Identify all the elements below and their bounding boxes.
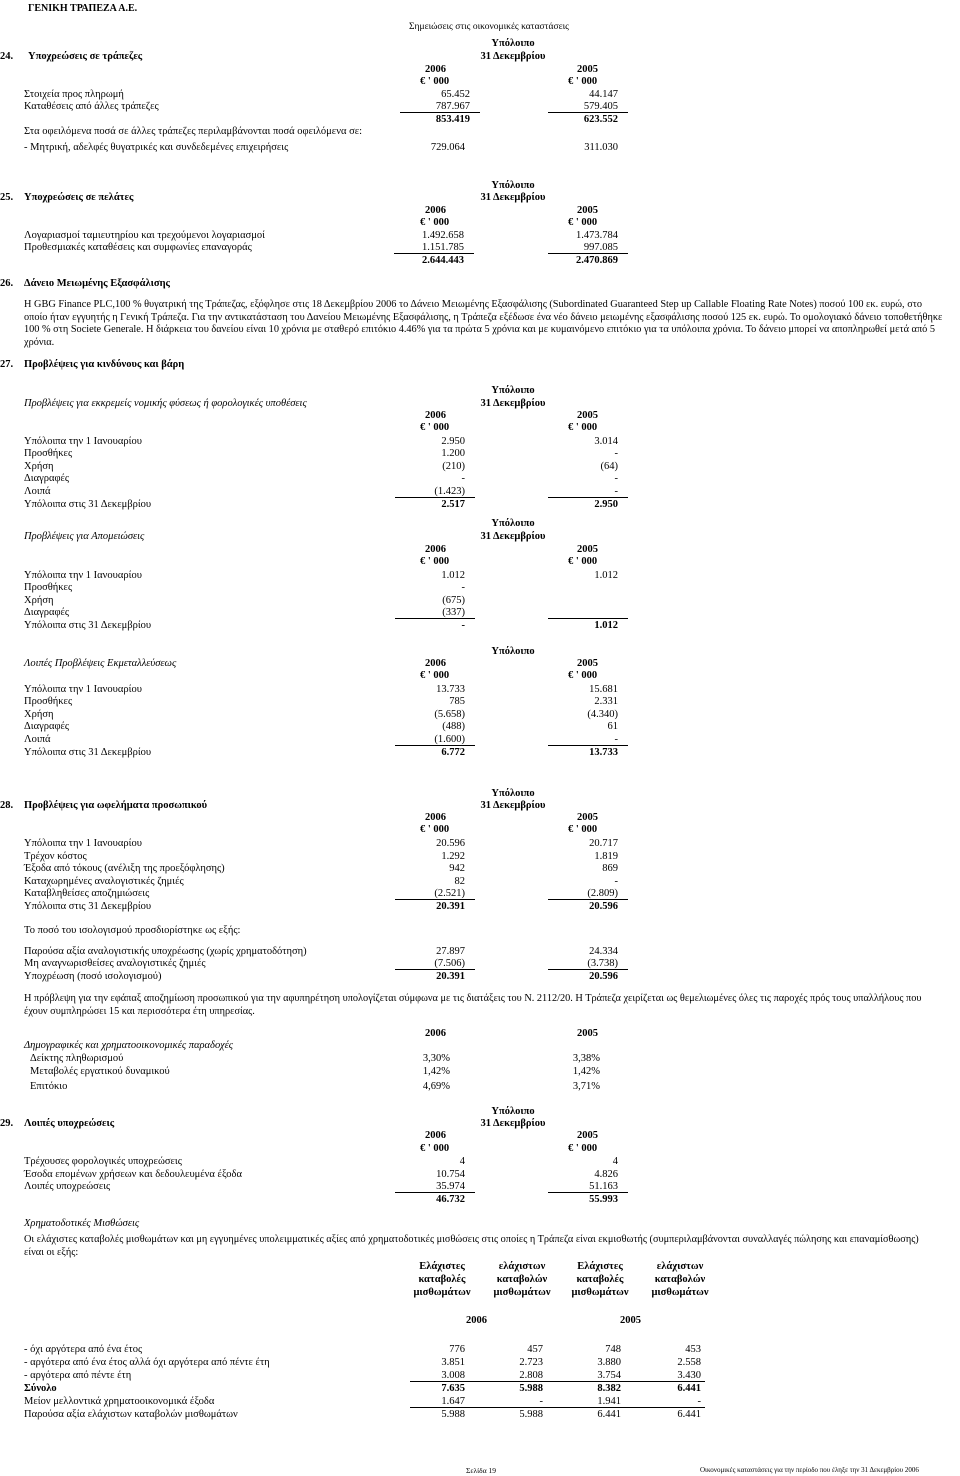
value-2006: 4,69% bbox=[422, 1081, 450, 1092]
unit-2006-header: € ' 000 bbox=[420, 1143, 450, 1154]
row-label: Έξοδα από τόκους (ανέλιξη της προεξόφλησης) bbox=[24, 863, 225, 874]
paragraph: Η πρόβλεψη για την εφάπαξ αποζημίωση προσωπικού για την αφυπηρέτηση υπολογίζεται σύμφωνα με τις διατάξεις του Ν. 2112/20. Η Τράπεζα χειρίζεται ως θεμελιωμένες όλες τις παροχές πρός τους υπαλλήλους που έχουν συμπληρώσει 15 και περισσότερα έτη υπηρεσίας. bbox=[24, 993, 922, 1017]
section-number: 26. bbox=[0, 278, 14, 289]
unit-2006-header: € ' 000 bbox=[420, 422, 450, 433]
section-number: 25. bbox=[0, 192, 14, 203]
row-label: Λοιπά bbox=[24, 734, 51, 745]
total-2005: 1.012 bbox=[594, 620, 618, 631]
date-header: 31 Δεκεμβρίου bbox=[480, 800, 546, 811]
year-2006-header: 2006 bbox=[425, 410, 446, 421]
subsection-title: Λοιπές Προβλέψεις Εκμεταλλεύσεως bbox=[24, 658, 177, 669]
total-2005: 623.552 bbox=[583, 114, 618, 125]
total-2006: 6.772 bbox=[441, 747, 465, 758]
divider bbox=[548, 899, 628, 900]
row-label: Υπόλοιπα την 1 Ιανουαρίου bbox=[24, 838, 142, 849]
lease-value: 776 bbox=[449, 1344, 465, 1355]
value-2006: 10.754 bbox=[436, 1169, 465, 1180]
lease-header: ελάχιστων bbox=[498, 1261, 546, 1272]
year-2006-header: 2006 bbox=[425, 205, 446, 216]
value-2006: (488) bbox=[442, 721, 465, 732]
unit-2005-header: € ' 000 bbox=[568, 422, 598, 433]
divider bbox=[410, 1407, 705, 1408]
year-2006-header: 2006 bbox=[425, 658, 446, 669]
section-title: Προβλέψεις για κινδύνους και βάρη bbox=[24, 359, 185, 370]
total-label: Υπόλοιπα στις 31 Δεκεμβρίου bbox=[24, 747, 152, 758]
lease-header: μισθωμάτων bbox=[493, 1287, 551, 1298]
total-label: Υπόλοιπα στις 31 Δεκεμβρίου bbox=[24, 901, 152, 912]
row-label: Καταχωρημένες αναλογιστικές ζημιές bbox=[24, 876, 184, 887]
value-2005: (3.738) bbox=[587, 958, 618, 969]
value-2006: 65.452 bbox=[441, 89, 470, 100]
value-2005: - bbox=[614, 486, 618, 497]
row-label: Υπόλοιπα την 1 Ιανουαρίου bbox=[24, 436, 142, 447]
row-label: Μη αναγνωρισθείσες αναλογιστικές ζημιές bbox=[24, 958, 206, 969]
value-2006: (210) bbox=[442, 461, 465, 472]
section-title: Προβλέψεις για ωφελήματα προσωπικού bbox=[24, 800, 208, 811]
balance-header: Υπόλοιπο bbox=[491, 180, 535, 191]
value-2005: 44.147 bbox=[589, 89, 618, 100]
value-2005: 61 bbox=[607, 721, 618, 732]
row-label: Διαγραφές bbox=[24, 607, 70, 618]
lease-value: 3.880 bbox=[597, 1357, 621, 1368]
lease-header: καταβολών bbox=[654, 1274, 706, 1285]
balance-header: Υπόλοιπο bbox=[491, 788, 535, 799]
row-label: Καταθέσεις από άλλες τράπεζες bbox=[24, 101, 159, 112]
row-label: Δείκτης πληθωρισμού bbox=[30, 1053, 124, 1064]
value-2006: (2.521) bbox=[434, 888, 465, 899]
value-2005: 997.085 bbox=[583, 242, 618, 253]
lease-total: 6.441 bbox=[677, 1383, 701, 1394]
lease-value: 6.441 bbox=[597, 1409, 621, 1420]
row-label: Παρούσα αξία αναλογιστικής υποχρέωσης (χωρίς χρηματοδότηση) bbox=[24, 946, 307, 957]
divider bbox=[395, 497, 475, 498]
row-label: Υπόλοιπα την 1 Ιανουαρίου bbox=[24, 684, 142, 695]
value-2005: - bbox=[614, 473, 618, 484]
value-2006: 4 bbox=[459, 1156, 465, 1167]
value-2005: 15.681 bbox=[589, 684, 618, 695]
value-2005: (64) bbox=[600, 461, 618, 472]
subsection-title: Δημογραφικές και χρηματοοικονομικές παραδοχές bbox=[24, 1040, 234, 1051]
lease-header: Ελάχιστες bbox=[419, 1261, 465, 1272]
year-2005-header: 2005 bbox=[620, 1315, 641, 1326]
value-2005: 3,71% bbox=[572, 1081, 600, 1092]
paragraph: Οι ελάχιστες καταβολές μισθωμάτων και μη εγγυημένες υπολειμματικές αξίες από χρηματοδοτικές μισθώσεις στις οποίες η Τράπεζα είναι εκμισθωτής (συμπεριλαμβάνονται συναλλαγές πώλησης και επαναμίσθωσης) είναι οι εξής: bbox=[24, 1234, 919, 1258]
total-2006: 2.644.443 bbox=[422, 255, 464, 266]
total-2006: 46.732 bbox=[436, 1194, 465, 1205]
value-2006: (7.506) bbox=[434, 958, 465, 969]
row-label: Τρέχουσες φορολογικές υποχρεώσεις bbox=[24, 1156, 182, 1167]
year-2006-header: 2006 bbox=[425, 1130, 446, 1141]
subsection-title: Το ποσό του ισολογισμού προσδιορίστηκε ως εξής: bbox=[24, 925, 241, 936]
total-2005: 20.596 bbox=[589, 901, 618, 912]
value-2006: (675) bbox=[442, 595, 465, 606]
year-2005-header: 2005 bbox=[577, 205, 598, 216]
lease-header: καταβολές bbox=[418, 1274, 466, 1285]
row-label: - όχι αργότερα από ένα έτος bbox=[24, 1344, 143, 1355]
lease-header: ελάχιστων bbox=[656, 1261, 704, 1272]
row-label: Χρήση bbox=[24, 461, 54, 472]
row-label: - Μητρική, αδελφές θυγατρικές και συνδεδεμένες επιχειρήσεις bbox=[24, 142, 289, 153]
total-2006: 20.391 bbox=[436, 901, 465, 912]
paragraph: Η GBG Finance PLC,100 % θυγατρική της Τράπεζας, εξόφλησε στις 18 Δεκεμβρίου 2006 το Δάνειο Μειωμένης Εξασφάλισης (Subordinated Guaranteed Step up Callable Floating Rate Notes) ποσού 100 εκ. ευρώ, στο οποίο ήταν εγγυητής η Γενική Τράπεζα. Για την αντικατάσταση του Δανείου Μειωμένης Εξασφάλισης, η Τράπεζα εξέδωσε ένα νέο δάνειο μειωμένης εξασφάλισης ποσού 125 εκ. ευρώ. Το ομολογιακό δάνειο τοποθετήθηκε 100 % στη Societe Generale. Η διάρκεια του δανείου είναι 10 χρόνια με σταθερό επιτόκιο 4.46% για τα πρώτα 5 χρόνια και με κυμαινόμενο επιτόκιο για τα υπόλοιπα χρόνια. Το δάνειο μπορεί να αποπληρωθεί μετά από 5 χρόνια. bbox=[24, 299, 943, 348]
value-2006: 1.292 bbox=[441, 851, 465, 862]
row-label: Χρήση bbox=[24, 595, 54, 606]
row-label: Προσθήκες bbox=[24, 582, 73, 593]
value-2006: 27.897 bbox=[436, 946, 465, 957]
year-2005-header: 2005 bbox=[577, 658, 598, 669]
value-2005: - bbox=[614, 448, 618, 459]
value-2005: 4 bbox=[612, 1156, 618, 1167]
row-label: Έσοδα επομένων χρήσεων και δεδουλευμένα έξοδα bbox=[24, 1169, 242, 1180]
unit-2005-header: € ' 000 bbox=[568, 217, 598, 228]
year-2005-header: 2005 bbox=[577, 64, 598, 75]
unit-2006-header: € ' 000 bbox=[420, 670, 450, 681]
row-label: Λογαριασμοί ταμιευτηρίου και τρεχούμενοι λογαριασμοί bbox=[24, 230, 265, 241]
section-number: 28. bbox=[0, 800, 14, 811]
divider bbox=[395, 745, 475, 746]
date-header: 31 Δεκεμβρίου bbox=[480, 192, 546, 203]
company-name: ΓΕΝΙΚΗ ΤΡΑΠΕΖΑ Α.Ε. bbox=[28, 3, 138, 14]
value-2006: 942 bbox=[449, 863, 465, 874]
total-2005: 55.993 bbox=[589, 1194, 618, 1205]
total-2006: - bbox=[461, 620, 465, 631]
total-2005: 20.596 bbox=[589, 971, 618, 982]
divider bbox=[548, 497, 628, 498]
lease-value: 3.008 bbox=[441, 1370, 465, 1381]
value-2005: 579.405 bbox=[583, 101, 618, 112]
section-number: 29. bbox=[0, 1118, 14, 1129]
total-2005: 13.733 bbox=[589, 747, 618, 758]
lease-value: 3.754 bbox=[597, 1370, 621, 1381]
lease-value: - bbox=[697, 1396, 701, 1407]
date-header: 31 Δεκεμβρίου bbox=[480, 51, 546, 62]
total-2006: 2.517 bbox=[441, 499, 465, 510]
balance-header: Υπόλοιπο bbox=[491, 38, 535, 49]
total-2005: 2.950 bbox=[594, 499, 618, 510]
unit-2005-header: € ' 000 bbox=[568, 1143, 598, 1154]
value-2006: 20.596 bbox=[436, 838, 465, 849]
divider bbox=[548, 618, 628, 619]
row-label: Υπόλοιπα την 1 Ιανουαρίου bbox=[24, 570, 142, 581]
value-2005: 20.717 bbox=[589, 838, 618, 849]
subsection-title: Προβλέψεις για Απομειώσεις bbox=[24, 531, 145, 542]
year-2006-header: 2006 bbox=[466, 1315, 487, 1326]
balance-header: Υπόλοιπο bbox=[491, 518, 535, 529]
unit-2005-header: € ' 000 bbox=[568, 556, 598, 567]
value-2006: 2.950 bbox=[441, 436, 465, 447]
lease-value: 3.851 bbox=[441, 1357, 465, 1368]
unit-2006-header: € ' 000 bbox=[420, 556, 450, 567]
lease-value: 2.808 bbox=[519, 1370, 543, 1381]
lease-value: - bbox=[539, 1396, 543, 1407]
date-header: 31 Δεκεμβρίου bbox=[480, 531, 546, 542]
lease-total: 8.382 bbox=[597, 1383, 621, 1394]
row-label: Μείον μελλοντικά χρηματοοικονομικά έξοδα bbox=[24, 1396, 215, 1407]
value-2006: (5.658) bbox=[434, 709, 465, 720]
divider bbox=[548, 969, 628, 970]
unit-2006-header: € ' 000 bbox=[420, 76, 450, 87]
value-2006: (1.600) bbox=[434, 734, 465, 745]
year-2005-header: 2005 bbox=[577, 410, 598, 421]
divider bbox=[548, 745, 628, 746]
divider bbox=[395, 969, 475, 970]
row-label: Τρέχον κόστος bbox=[24, 851, 87, 862]
year-2006-header: 2006 bbox=[425, 812, 446, 823]
value-2005: 1.473.784 bbox=[576, 230, 618, 241]
row-label: Διαγραφές bbox=[24, 473, 70, 484]
footer-text: Οικονομικές καταστάσεις για την περίοδο που έληξε την 31 Δεκεμβρίου 2006 bbox=[700, 1466, 919, 1474]
lease-total: 5.988 bbox=[519, 1383, 543, 1394]
row-label: Λοιπά bbox=[24, 486, 51, 497]
row-label: Επιτόκιο bbox=[30, 1081, 68, 1092]
lease-header: μισθωμάτων bbox=[571, 1287, 629, 1298]
value-2005: 4.826 bbox=[594, 1169, 618, 1180]
lease-value: 5.988 bbox=[519, 1409, 543, 1420]
lease-value: 748 bbox=[605, 1344, 621, 1355]
row-label: Στοιχεία προς πληρωμή bbox=[24, 89, 124, 100]
lease-header: καταβολές bbox=[576, 1274, 624, 1285]
divider bbox=[548, 253, 628, 254]
value-2006: 13.733 bbox=[436, 684, 465, 695]
total-2005: 2.470.869 bbox=[576, 255, 618, 266]
lease-value: 1.647 bbox=[441, 1396, 465, 1407]
divider bbox=[548, 112, 628, 113]
value-2005: 3.014 bbox=[594, 436, 618, 447]
lease-header: καταβολών bbox=[496, 1274, 548, 1285]
year-2005-header: 2005 bbox=[577, 544, 598, 555]
divider bbox=[394, 253, 474, 254]
lease-value: 5.988 bbox=[441, 1409, 465, 1420]
value-2006: 35.974 bbox=[436, 1181, 465, 1192]
lease-header: μισθωμάτων bbox=[651, 1287, 709, 1298]
value-2006: - bbox=[461, 473, 465, 484]
balance-header: Υπόλοιπο bbox=[491, 385, 535, 396]
lease-value: 2.558 bbox=[677, 1357, 701, 1368]
value-2006: 1.151.785 bbox=[422, 242, 464, 253]
row-label: - αργότερα από ένα έτος αλλά όχι αργότερα από πέντε έτη bbox=[24, 1357, 270, 1368]
value-2005: 1.012 bbox=[594, 570, 618, 581]
divider bbox=[410, 1381, 705, 1382]
lease-value: 453 bbox=[685, 1344, 701, 1355]
year-2005-header: 2005 bbox=[577, 812, 598, 823]
row-label: - αργότερα από πέντε έτη bbox=[24, 1370, 132, 1381]
value-2005: (2.809) bbox=[587, 888, 618, 899]
total-2006: 20.391 bbox=[436, 971, 465, 982]
unit-2005-header: € ' 000 bbox=[568, 76, 598, 87]
value-2006: 1,42% bbox=[422, 1066, 450, 1077]
balance-header: Υπόλοιπο bbox=[491, 1106, 535, 1117]
date-header: 31 Δεκεμβρίου bbox=[480, 1118, 546, 1129]
value-2006: 785 bbox=[449, 696, 465, 707]
notes-subtitle: Σημειώσεις στις οικονομικές καταστάσεις bbox=[409, 22, 569, 32]
row-label: Προσθήκες bbox=[24, 696, 73, 707]
divider bbox=[548, 1192, 628, 1193]
value-2006: 1.012 bbox=[441, 570, 465, 581]
divider bbox=[395, 618, 475, 619]
value-2006: (1.423) bbox=[434, 486, 465, 497]
value-2005: 24.334 bbox=[589, 946, 618, 957]
section-number: 27. bbox=[0, 359, 14, 370]
unit-2006-header: € ' 000 bbox=[420, 824, 450, 835]
unit-2005-header: € ' 000 bbox=[568, 670, 598, 681]
value-2005: 1.819 bbox=[594, 851, 618, 862]
value-2005: 3,38% bbox=[572, 1053, 600, 1064]
row-label: Καταβληθείσες αποζημιώσεις bbox=[24, 888, 150, 899]
subsection-title: Προβλέψεις για εκκρεμείς νομικής φύσεως ή φορολογικές υποθέσεις bbox=[24, 398, 307, 409]
value-2005: - bbox=[614, 876, 618, 887]
total-label: Υποχρέωση (ποσό ισολογισμού) bbox=[24, 971, 162, 982]
row-label: Προσθήκες bbox=[24, 448, 73, 459]
value-2005: 51.163 bbox=[589, 1181, 618, 1192]
unit-2005-header: € ' 000 bbox=[568, 824, 598, 835]
value-2006: 82 bbox=[454, 876, 465, 887]
value-2005: 311.030 bbox=[584, 142, 618, 153]
year-2005-header: 2005 bbox=[577, 1130, 598, 1141]
year-2005-header: 2005 bbox=[577, 1028, 598, 1039]
row-label: Προθεσμιακές καταθέσεις και συμφωνίες επαναγοράς bbox=[24, 242, 252, 253]
value-2006: 787.967 bbox=[435, 101, 470, 112]
value-2005: 869 bbox=[602, 863, 618, 874]
total-2006: 853.419 bbox=[435, 114, 470, 125]
section-title: Υποχρεώσεις σε τράπεζες bbox=[28, 51, 143, 62]
value-2005: (4.340) bbox=[587, 709, 618, 720]
year-2006-header: 2006 bbox=[425, 1028, 446, 1039]
row-label: Μεταβολές εργατικού δυναμικού bbox=[30, 1066, 170, 1077]
value-2005: 1,42% bbox=[572, 1066, 600, 1077]
lease-value: 2.723 bbox=[519, 1357, 543, 1368]
row-label: Παρούσα αξία ελάχιστων καταβολών μισθωμάτων bbox=[24, 1409, 238, 1420]
total-label: Σύνολο bbox=[24, 1383, 57, 1394]
section-title: Υποχρεώσεις σε πελάτες bbox=[24, 192, 134, 203]
date-header: 31 Δεκεμβρίου bbox=[480, 398, 546, 409]
total-label: Υπόλοιπα στις 31 Δεκεμβρίου bbox=[24, 620, 152, 631]
divider bbox=[395, 1192, 475, 1193]
section-number: 24. bbox=[0, 51, 14, 62]
value-2006: - bbox=[461, 582, 465, 593]
lease-value: 457 bbox=[527, 1344, 543, 1355]
value-2006: 1.492.658 bbox=[422, 230, 464, 241]
value-2006: 729.064 bbox=[430, 142, 465, 153]
lease-header: Ελάχιστες bbox=[577, 1261, 623, 1272]
row-label: Διαγραφές bbox=[24, 721, 70, 732]
lease-value: 3.430 bbox=[677, 1370, 701, 1381]
lease-value: 6.441 bbox=[677, 1409, 701, 1420]
section-title: Λοιπές υποχρεώσεις bbox=[24, 1118, 115, 1129]
lease-header: μισθωμάτων bbox=[413, 1287, 471, 1298]
value-2006: 1.200 bbox=[441, 448, 465, 459]
row-label: Χρήση bbox=[24, 709, 54, 720]
year-2006-header: 2006 bbox=[425, 544, 446, 555]
value-2005: 2.331 bbox=[594, 696, 618, 707]
value-2005: - bbox=[614, 734, 618, 745]
lease-value: 1.941 bbox=[597, 1396, 621, 1407]
value-2006: (337) bbox=[442, 607, 465, 618]
divider bbox=[395, 899, 475, 900]
value-2006: 3,30% bbox=[422, 1053, 450, 1064]
year-2006-header: 2006 bbox=[425, 64, 446, 75]
total-label: Υπόλοιπα στις 31 Δεκεμβρίου bbox=[24, 499, 152, 510]
note-text: Στα οφειλόμενα ποσά σε άλλες τράπεζες περιλαμβάνονται ποσά οφειλόμενα σε: bbox=[24, 126, 363, 137]
lease-total: 7.635 bbox=[441, 1383, 465, 1394]
subsection-title: Χρηματοδοτικές Μισθώσεις bbox=[24, 1218, 140, 1229]
page-number: Σελίδα 19 bbox=[466, 1466, 497, 1475]
divider bbox=[400, 112, 480, 113]
unit-2006-header: € ' 000 bbox=[420, 217, 450, 228]
row-label: Λοιπές υποχρεώσεις bbox=[24, 1181, 111, 1192]
balance-header: Υπόλοιπο bbox=[491, 646, 535, 657]
section-title: Δάνειο Μειωμένης Εξασφάλισης bbox=[24, 278, 170, 289]
